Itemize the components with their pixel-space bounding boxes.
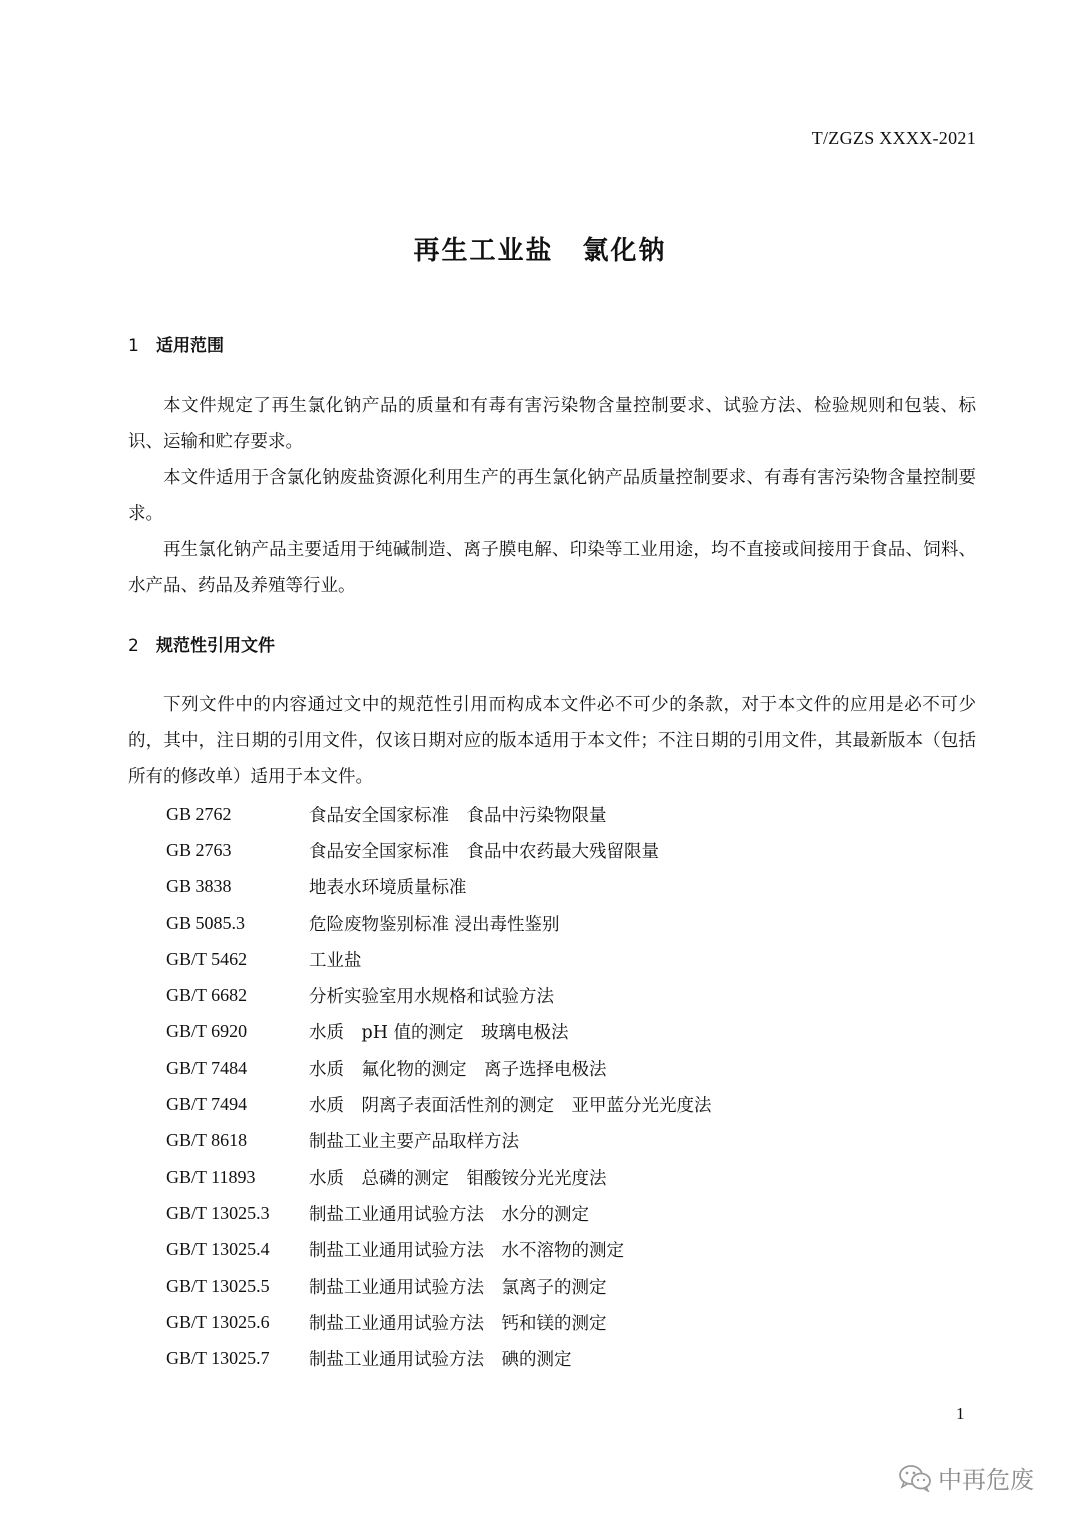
reference-item: [166, 977, 966, 1013]
reference-item: [166, 1050, 966, 1086]
reference-title: 制盐工业通用试验方法 氯离子的测定: [309, 1277, 607, 1298]
reference-title: 地表水环境质量标准: [309, 878, 467, 899]
section-1-heading: [128, 331, 224, 356]
reference-title: 食品安全国家标准 食品中农药最大残留限量: [309, 841, 659, 862]
reference-list: [166, 796, 966, 1377]
reference-title: 制盐工业通用试验方法 碘的测定: [309, 1350, 572, 1371]
reference-code: GB/T 7484: [166, 1057, 248, 1078]
reference-item: [166, 1123, 966, 1159]
reference-title: 危险废物鉴别标准 浸出毒性鉴别: [309, 914, 560, 935]
reference-item: [166, 905, 966, 941]
reference-item: [166, 1014, 966, 1050]
reference-code: GB/T 6920: [166, 1021, 248, 1042]
reference-title: 制盐工业通用试验方法 水不溶物的测定: [309, 1241, 624, 1262]
reference-code: GB/T 6682: [166, 985, 248, 1006]
reference-item: [166, 869, 966, 905]
reference-title: 制盐工业主要产品取样方法: [309, 1132, 519, 1153]
reference-title: 水质 总磷的测定 钼酸铵分光光度法: [309, 1168, 607, 1189]
reference-code: GB/T 13025.5: [166, 1275, 270, 1296]
reference-item: [166, 796, 966, 832]
watermark-text: 中再危废: [938, 1466, 1034, 1494]
reference-code: GB/T 7494: [166, 1094, 248, 1115]
reference-code: GB/T 11893: [166, 1166, 256, 1187]
reference-code: GB 2762: [166, 803, 232, 824]
reference-title: 水质 阴离子表面活性剂的测定 亚甲蓝分光光度法: [309, 1096, 712, 1117]
reference-item: [166, 1340, 966, 1376]
paragraph: 本文件适用于含氯化钠废盐资源化利用生产的再生氯化钠产品质量控制要求、有毒有害污染物含量控制要求。: [128, 468, 976, 524]
section-number: 1: [128, 336, 139, 356]
reference-title: 制盐工业通用试验方法 水分的测定: [309, 1204, 589, 1225]
reference-item: [166, 1195, 966, 1231]
reference-item: [166, 1232, 966, 1268]
reference-code: GB 2763: [166, 839, 232, 860]
reference-code: GB/T 8618: [166, 1130, 248, 1151]
page-number: 1: [956, 1404, 965, 1423]
reference-title: 分析实验室用水规格和试验方法: [309, 987, 554, 1008]
standard-code: T/ZGZS XXXX-2021: [811, 128, 976, 148]
paragraph: 本文件规定了再生氯化钠产品的质量和有毒有害污染物含量控制要求、试验方法、检验规则和包装、标识、运输和贮存要求。: [128, 396, 976, 452]
section-number: 2: [128, 636, 139, 656]
reference-title: 工业盐: [309, 950, 362, 971]
reference-item: [166, 832, 966, 868]
reference-item: [166, 1304, 966, 1340]
section-2-heading: [128, 631, 275, 656]
reference-title: 制盐工业通用试验方法 钙和镁的测定: [309, 1313, 607, 1334]
reference-item: [166, 1159, 966, 1195]
paragraph: 下列文件中的内容通过文中的规范性引用而构成本文件必不可少的条款，对于本文件的应用是必不可少的，其中，注日期的引用文件，仅该日期对应的版本适用于本文件；不注日期的引用文件，其最新版本（包括所有的修改单）适用于本文件。: [128, 695, 976, 787]
reference-code: GB 3838: [166, 876, 232, 897]
paragraph: 再生氯化钠产品主要适用于纯碱制造、离子膜电解、印染等工业用途，均不直接或间接用于食品、饲料、水产品、药品及养殖等行业。: [128, 540, 976, 596]
reference-item: [166, 1086, 966, 1122]
reference-title: 水质 氟化物的测定 离子选择电极法: [309, 1059, 607, 1080]
reference-code: GB/T 13025.3: [166, 1202, 270, 1223]
reference-code: GB/T 13025.7: [166, 1348, 270, 1369]
document-title: 再生工业盐 氯化钠: [413, 236, 667, 266]
section-title: 适用范围: [156, 336, 224, 356]
reference-title: 水质 pH 值的测定 玻璃电极法: [309, 1023, 569, 1044]
watermark: [898, 1460, 1034, 1495]
reference-item: [166, 941, 966, 977]
wechat-icon: [898, 1464, 932, 1492]
section-title: 规范性引用文件: [156, 636, 275, 656]
reference-title: 食品安全国家标准 食品中污染物限量: [309, 805, 607, 826]
reference-item: [166, 1268, 966, 1304]
reference-code: GB 5085.3: [166, 912, 246, 933]
reference-code: GB/T 5462: [166, 948, 248, 969]
reference-code: GB/T 13025.6: [166, 1311, 270, 1332]
reference-code: GB/T 13025.4: [166, 1239, 270, 1260]
